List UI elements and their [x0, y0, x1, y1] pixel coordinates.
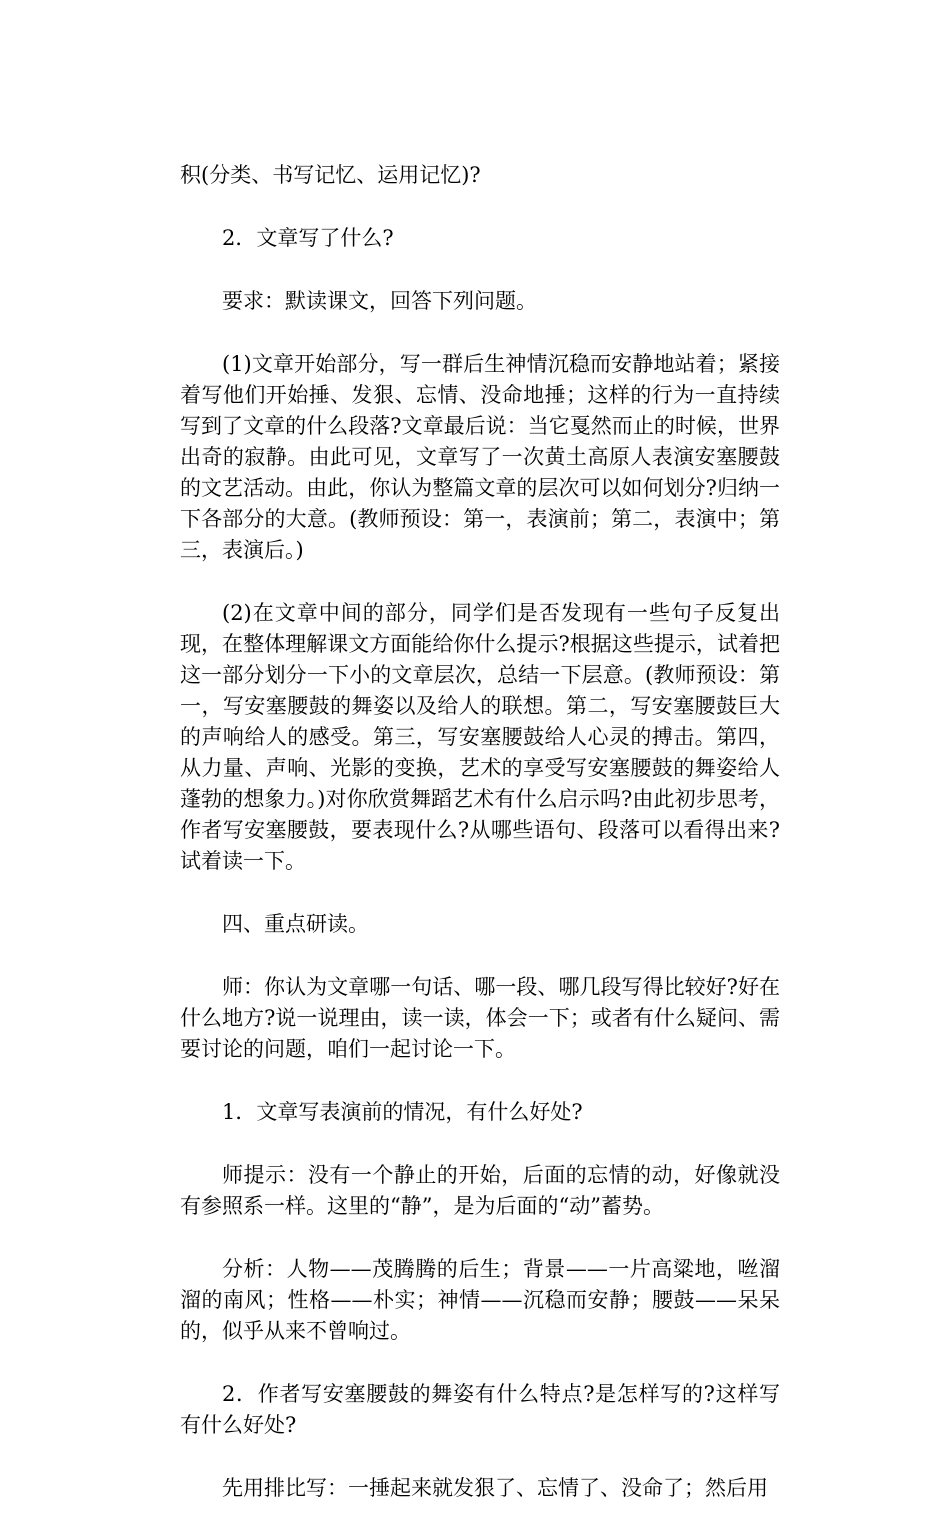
- teacher-prompt: 师：你认为文章哪一句话、哪一段、哪几段写得比较好?好在什么地方?说一说理由，读一读，体会一下；或者有什么疑问、需要讨论的问题，咱们一起讨论一下。: [180, 975, 780, 1061]
- teacher-hint: 师提示：没有一个静止的开始，后面的忘情的动，好像就没有参照系一样。这里的“静”，是为后面的“动”蓄势。: [180, 1163, 780, 1218]
- question-2-heading: 2．文章写了什么?: [222, 226, 394, 250]
- question-part-2: (2)在文章中间的部分，同学们是否发现有一些句子反复出现，在整体理解课文方面能给你什么提示?根据这些提示，试着把这一部分划分一下小的文章层次，总结一下层意。(教师预设：第一，写安塞腰鼓的舞姿以及给人的联想。第二，写安塞腰鼓巨大的声响给人的感受。第三，写安塞腰鼓给人心灵的搏击。第四，从力量、声响、光影的变换，艺术的享受写安塞腰鼓的舞姿给人蓬勃的想象力。)对你欣赏舞蹈艺术有什么启示吗?由此初步思考，作者写安塞腰鼓，要表现什么?从哪些语句、段落可以看得出来?试着读一下。: [180, 601, 780, 873]
- requirement-paragraph: 要求：默读课文，回答下列问题。: [222, 289, 537, 313]
- focus-question-2: 2．作者写安塞腰鼓的舞姿有什么特点?是怎样写的?这样写有什么好处?: [180, 1382, 780, 1437]
- focus-question-1: 1．文章写表演前的情况，有什么好处?: [222, 1100, 583, 1124]
- question-part-1: (1)文章开始部分，写一群后生神情沉稳而安静地站着；紧接着写他们开始捶、发狠、忘情、没命地捶；这样的行为一直持续写到了文章的什么段落?文章最后说：当它戛然而止的时候，世界出奇的寂静。由此可见，文章写了一次黄土高原人表演安塞腰鼓的文艺活动。由此，你认为整篇文章的层次可以如何划分?归纳一下各部分的大意。(教师预设：第一，表演前；第二，表演中；第三，表演后。): [180, 352, 780, 562]
- answer-paragraph: 先用排比写：一捶起来就发狠了、忘情了、没命了；然后用: [222, 1476, 768, 1500]
- section-4-heading: 四、重点研读。: [222, 912, 369, 936]
- paragraph-continuation: 积(分类、书写记忆、运用记忆)?: [180, 163, 481, 187]
- analysis-paragraph: 分析：人物——茂腾腾的后生；背景——一片高粱地，咝溜溜的南风；性格——朴实；神情——沉稳而安静；腰鼓——呆呆的，似乎从来不曾响过。: [180, 1257, 780, 1343]
- document-page: [180, 160, 780, 1536]
